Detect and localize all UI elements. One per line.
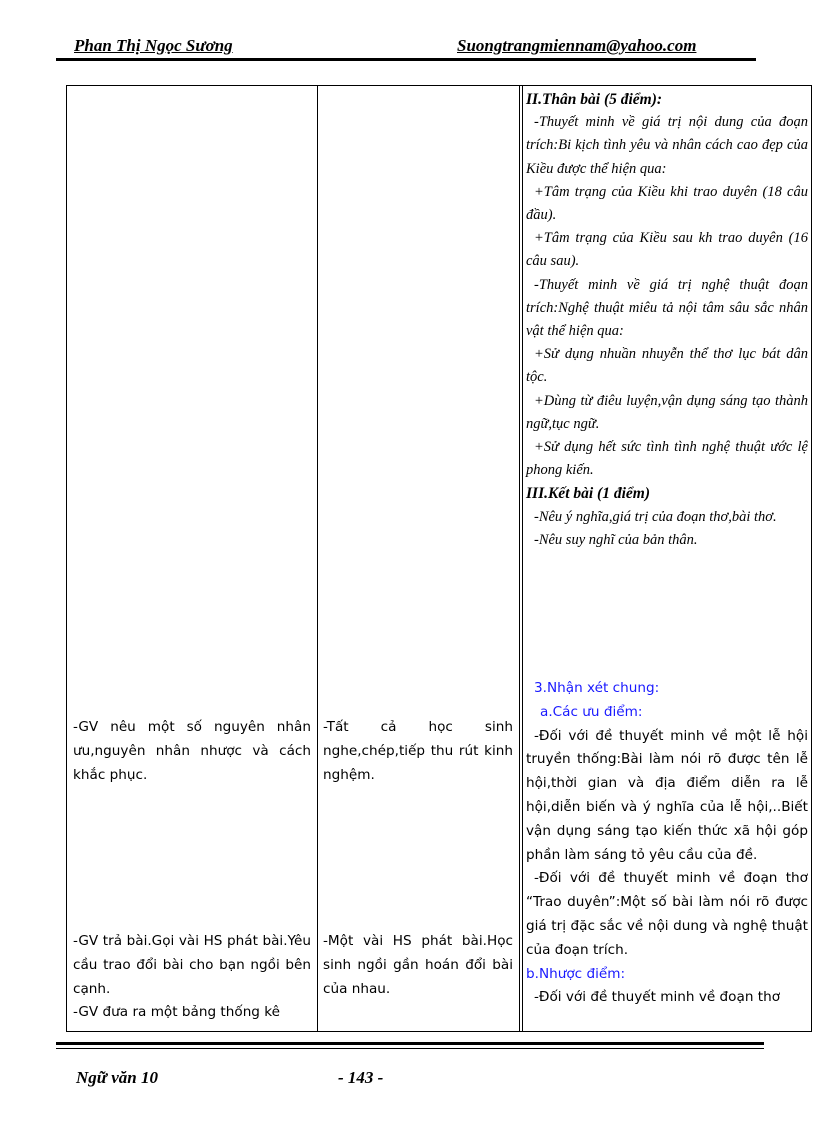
- column-divider: [522, 86, 523, 1031]
- header-rule: [56, 58, 756, 61]
- student-column: [323, 930, 513, 1001]
- column-divider: [519, 86, 520, 1031]
- teacher-activity: -GV trả bài.Gọi vài HS phát bài.Yêu cầu trao đổi bài cho bạn ngồi bên cạnh.: [73, 933, 311, 997]
- teacher-activity: -GV đưa ra một bảng thống kê: [73, 1004, 281, 1021]
- weaknesses-title: b.Nhược điểm:: [526, 965, 626, 982]
- section-heading: II.Thân bài (5 điểm):: [526, 91, 663, 108]
- lesson-table: [66, 85, 812, 1032]
- student-column: [323, 716, 513, 787]
- student-activity: -Tất cả học sinh nghe,chép,tiếp thu rút kinh nghệm.: [323, 719, 513, 783]
- content-line: -Nêu ý nghĩa,giá trị của đoạn thơ,bài thơ.: [534, 508, 777, 525]
- content-line: +Sử dụng nhuần nhuyễn thể thơ lục bát dân tộc.: [526, 346, 808, 386]
- student-activity: -Một vài HS phát bài.Học sinh ngồi gần hoán đổi bài của nhau.: [323, 933, 513, 997]
- review-column: [526, 677, 808, 1010]
- page-number: - 143 -: [338, 1068, 384, 1087]
- review-paragraph: -Đối với đề thuyết minh về đoạn thơ: [534, 989, 781, 1006]
- review-paragraph: -Đối với đề thuyết minh về đoạn thơ “Trao duyên”:Một số bài làm nói rõ được giá trị đặc sắc về nội dung và nghệ thuật của đoạn trích.: [526, 870, 808, 958]
- footer-subject: Ngữ văn 10: [76, 1068, 158, 1087]
- review-paragraph: -Đối với đề thuyết minh về một lễ hội truyền thống:Bài làm nói rõ được tên lễ hội,thời gian và địa điểm diễn ra lễ hội,diễn biến và ý nghĩa của lễ hội,..Biết vận dụng sáng tạo kiến thức xã hội góp phần làm sáng tỏ yêu cầu của đề.: [526, 727, 808, 863]
- content-line: +Tâm trạng của Kiều khi trao duyên (18 câu đầu).: [526, 183, 808, 224]
- column-divider: [317, 86, 318, 1031]
- header-email: Suongtrangmiennam@yahoo.com: [457, 36, 697, 55]
- teacher-column: [73, 716, 311, 787]
- strengths-title: a.Các ưu điểm:: [540, 703, 643, 720]
- content-line: +Tâm trạng của Kiều sau kh trao duyên (16 câu sau).: [526, 230, 808, 270]
- page-header: [60, 36, 760, 60]
- content-line: -Thuyết minh về giá trị nội dung của đoạn trích:Bi kịch tình yêu và nhân cách cao đẹp của Kiều được thể hiện qua:: [526, 114, 808, 177]
- teacher-activity: -GV nêu một số nguyên nhân ưu,nguyên nhân nhược và cách khắc phục.: [73, 719, 311, 783]
- section-heading: III.Kết bài (1 điểm): [526, 485, 650, 503]
- content-column-upper: [526, 88, 808, 552]
- content-line: +Dùng từ điêu luyện,vận dụng sáng tạo thành ngữ,tục ngữ.: [526, 392, 808, 432]
- footer-rule: [56, 1042, 764, 1045]
- content-line: -Nêu suy nghĩ của bản thân.: [534, 531, 698, 548]
- review-title: 3.Nhận xét chung:: [534, 680, 660, 696]
- content-line: -Thuyết minh về giá trị nghệ thuật đoạn trích:Nghệ thuật miêu tả nội tâm sâu sắc nhân vật thể hiện qua:: [526, 276, 808, 340]
- header-author: Phan Thị Ngọc Sương: [74, 36, 233, 55]
- content-line: +Sử dụng hết sức tình tình nghệ thuật ước lệ phong kiến.: [526, 439, 808, 479]
- teacher-column: [73, 930, 311, 1025]
- footer-rule: [56, 1048, 764, 1049]
